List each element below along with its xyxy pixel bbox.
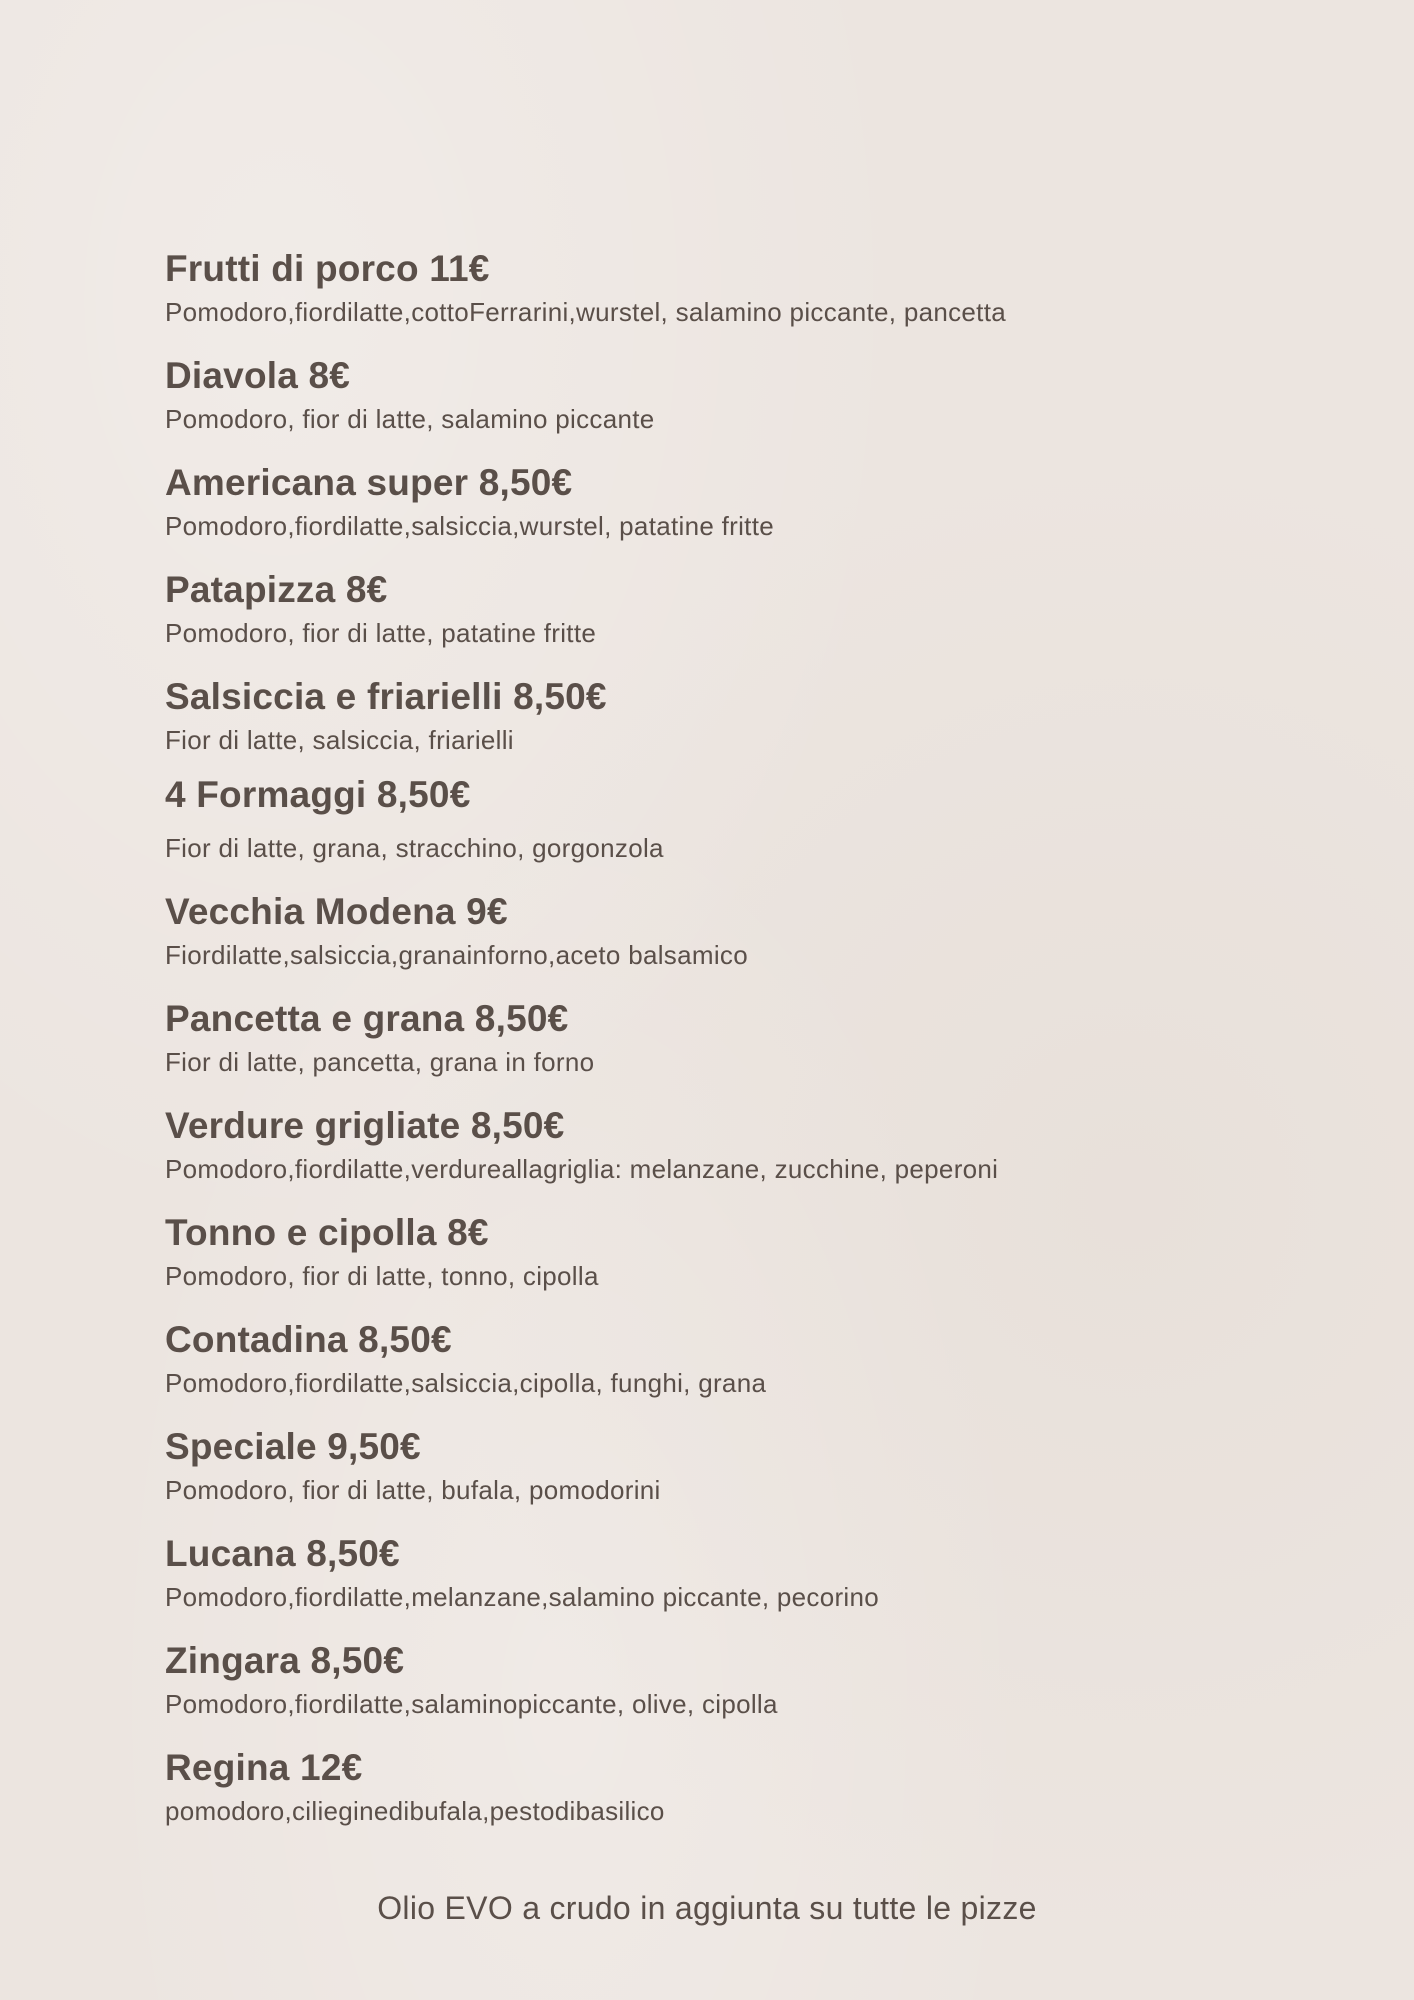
- menu-item-description: Pomodoro, fior di latte, bufala, pomodorini: [165, 1475, 661, 1505]
- menu-item-description: Pomodoro, fior di latte, patatine fritte: [165, 618, 597, 648]
- menu-item-description: pomodoro,cilieginedibufala,pestodibasilico: [165, 1796, 665, 1826]
- menu-item-description: Pomodoro,fiordilatte,salaminopiccante, olive, cipolla: [165, 1689, 778, 1719]
- menu-item-lucana: [165, 1529, 1265, 1636]
- menu-item-tonno-e-cipolla: [165, 1208, 1265, 1315]
- menu-item-description: Pomodoro,fiordilatte,salsiccia,cipolla, funghi, grana: [165, 1368, 767, 1398]
- olive-oil-note: Olio EVO a crudo in aggiunta su tutte le pizze: [377, 1890, 1037, 1926]
- menu-item-title: Diavola 8€: [165, 355, 351, 396]
- menu-item-title: 4 Formaggi 8,50€: [165, 774, 471, 815]
- menu-item-title: Lucana 8,50€: [165, 1533, 400, 1574]
- pizza-menu-list: [165, 244, 1265, 1850]
- menu-item-description: Fior di latte, grana, stracchino, gorgonzola: [165, 833, 664, 863]
- menu-item-title: Speciale 9,50€: [165, 1426, 421, 1467]
- menu-item-title: Regina 12€: [165, 1747, 363, 1788]
- menu-item-description: Pomodoro,fiordilatte,melanzane,salamino piccante, pecorino: [165, 1582, 880, 1612]
- menu-item-title: Salsiccia e friarielli 8,50€: [165, 676, 607, 717]
- menu-item-description: Pomodoro, fior di latte, tonno, cipolla: [165, 1261, 599, 1291]
- menu-item-title: Patapizza 8€: [165, 569, 388, 610]
- menu-item-vecchia-modena: [165, 887, 1265, 994]
- menu-item-speciale: [165, 1422, 1265, 1529]
- menu-item-description: Pomodoro, fior di latte, salamino piccante: [165, 404, 655, 434]
- menu-item-americana-super: [165, 458, 1265, 565]
- menu-item-title: Frutti di porco 11€: [165, 248, 490, 289]
- menu-item-description: Fiordilatte,salsiccia,granainforno,aceto balsamico: [165, 940, 748, 970]
- menu-item-zingara: [165, 1636, 1265, 1743]
- menu-item-title: Zingara 8,50€: [165, 1640, 405, 1681]
- menu-item-contadina: [165, 1315, 1265, 1422]
- menu-item-title: Verdure grigliate 8,50€: [165, 1105, 565, 1146]
- menu-item-title: Vecchia Modena 9€: [165, 891, 508, 932]
- menu-item-title: Tonno e cipolla 8€: [165, 1212, 489, 1253]
- menu-item-description: Pomodoro,fiordilatte,cottoFerrarini,wurstel, salamino piccante, pancetta: [165, 297, 1006, 327]
- menu-item-verdure-grigliate: [165, 1101, 1265, 1208]
- menu-item-4-formaggi: [165, 770, 1265, 887]
- menu-item-salsiccia-e-friarielli: [165, 672, 1265, 770]
- menu-item-description: Pomodoro,fiordilatte,verdureallagriglia: melanzane, zucchine, peperoni: [165, 1154, 999, 1184]
- menu-item-frutti-di-porco: [165, 244, 1265, 351]
- menu-item-description: Fior di latte, salsiccia, friarielli: [165, 725, 514, 755]
- menu-item-pancetta-e-grana: [165, 994, 1265, 1101]
- menu-item-title: Pancetta e grana 8,50€: [165, 998, 569, 1039]
- menu-item-title: Americana super 8,50€: [165, 462, 573, 503]
- menu-item-title: Contadina 8,50€: [165, 1319, 452, 1360]
- menu-item-diavola: [165, 351, 1265, 458]
- menu-item-description: Fior di latte, pancetta, grana in forno: [165, 1047, 595, 1077]
- menu-item-regina: [165, 1743, 1265, 1850]
- menu-item-description: Pomodoro,fiordilatte,salsiccia,wurstel, patatine fritte: [165, 511, 774, 541]
- menu-item-patapizza: [165, 565, 1265, 672]
